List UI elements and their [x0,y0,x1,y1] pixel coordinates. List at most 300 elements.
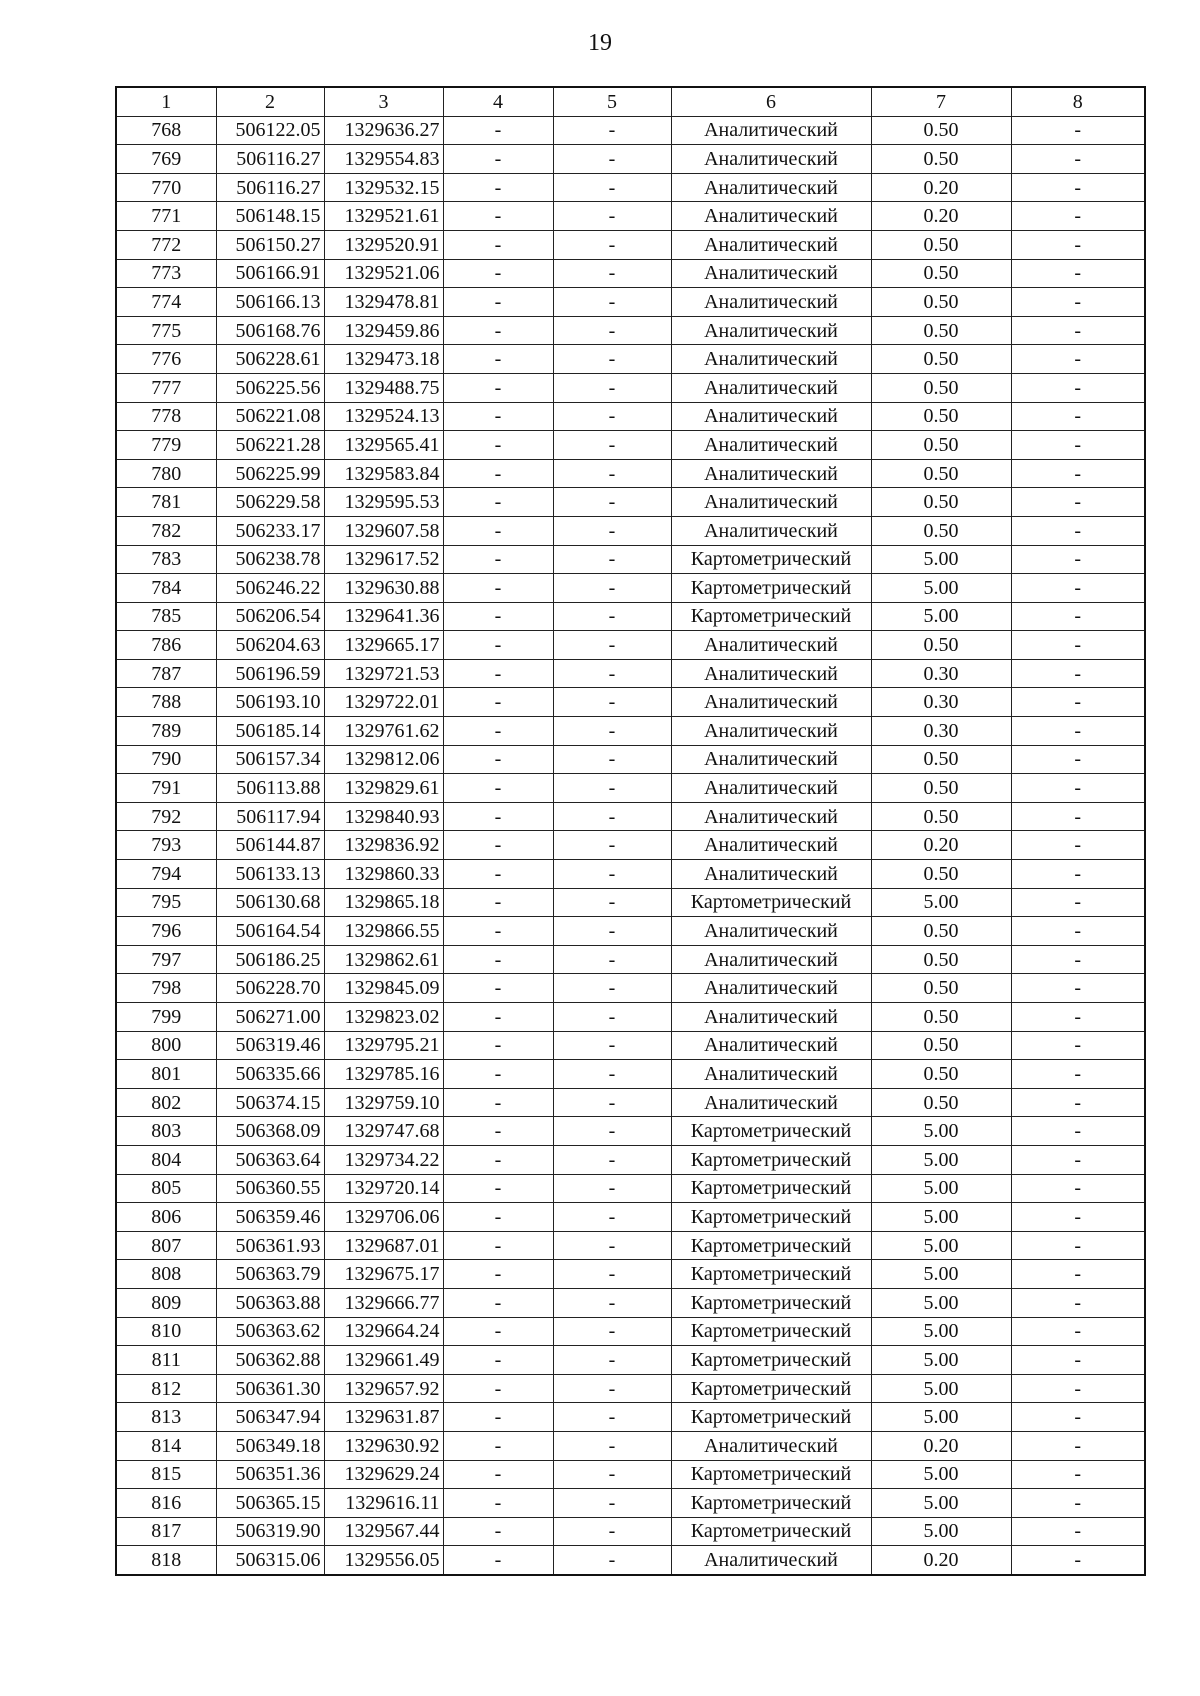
col4-cell: - [443,917,553,946]
y-coordinate-cell: 1329532.15 [324,173,443,202]
method-cell: Аналитический [671,1088,871,1117]
x-coordinate-cell: 506204.63 [216,631,324,660]
col5-cell: - [553,1460,671,1489]
x-coordinate-cell: 506228.70 [216,974,324,1003]
col4-cell: - [443,631,553,660]
table-row [116,1431,1145,1460]
method-cell: Аналитический [671,488,871,517]
col5-cell: - [553,659,671,688]
col8-cell: - [1011,173,1145,202]
method-cell: Картометрический [671,545,871,574]
col8-cell: - [1011,659,1145,688]
y-coordinate-cell: 1329524.13 [324,402,443,431]
x-coordinate-cell: 506246.22 [216,574,324,603]
accuracy-cell: 5.00 [871,602,1011,631]
y-coordinate-cell: 1329520.91 [324,230,443,259]
col4-cell: - [443,1117,553,1146]
x-coordinate-cell: 506225.56 [216,373,324,402]
col8-cell: - [1011,602,1145,631]
accuracy-cell: 0.50 [871,230,1011,259]
table-row [116,1288,1145,1317]
x-coordinate-cell: 506374.15 [216,1088,324,1117]
accuracy-cell: 0.50 [871,288,1011,317]
method-cell: Картометрический [671,1346,871,1375]
col8-cell: - [1011,373,1145,402]
col4-cell: - [443,1003,553,1032]
point-number-cell: 773 [116,259,216,288]
table-row [116,431,1145,460]
accuracy-cell: 5.00 [871,574,1011,603]
col4-cell: - [443,431,553,460]
point-number-cell: 813 [116,1403,216,1432]
y-coordinate-cell: 1329488.75 [324,373,443,402]
col8-cell: - [1011,316,1145,345]
method-cell: Аналитический [671,373,871,402]
method-cell: Аналитический [671,831,871,860]
y-coordinate-cell: 1329829.61 [324,774,443,803]
point-number-cell: 811 [116,1346,216,1375]
table-row [116,259,1145,288]
col4-cell: - [443,1031,553,1060]
point-number-cell: 771 [116,202,216,231]
accuracy-cell: 0.20 [871,1546,1011,1575]
table-row [116,1460,1145,1489]
col5-cell: - [553,345,671,374]
col8-cell: - [1011,1060,1145,1089]
col4-cell: - [443,1231,553,1260]
point-number-cell: 818 [116,1546,216,1575]
x-coordinate-cell: 506164.54 [216,917,324,946]
point-number-cell: 779 [116,431,216,460]
column-header: 2 [216,87,324,116]
col8-cell: - [1011,1374,1145,1403]
x-coordinate-cell: 506319.46 [216,1031,324,1060]
header-row [116,87,1145,116]
accuracy-cell: 0.50 [871,116,1011,145]
col8-cell: - [1011,288,1145,317]
point-number-cell: 769 [116,145,216,174]
col4-cell: - [443,1517,553,1546]
col4-cell: - [443,1060,553,1089]
method-cell: Картометрический [671,1317,871,1346]
x-coordinate-cell: 506157.34 [216,745,324,774]
table-row [116,860,1145,889]
method-cell: Аналитический [671,173,871,202]
method-cell: Картометрический [671,1260,871,1289]
col4-cell: - [443,345,553,374]
col4-cell: - [443,1546,553,1575]
accuracy-cell: 0.20 [871,173,1011,202]
table-row [116,1117,1145,1146]
col5-cell: - [553,1317,671,1346]
table-row [116,345,1145,374]
table-row [116,1489,1145,1518]
y-coordinate-cell: 1329812.06 [324,745,443,774]
y-coordinate-cell: 1329840.93 [324,802,443,831]
method-cell: Картометрический [671,1403,871,1432]
y-coordinate-cell: 1329657.92 [324,1374,443,1403]
table-body [116,116,1145,1575]
col5-cell: - [553,802,671,831]
col4-cell: - [443,1088,553,1117]
x-coordinate-cell: 506233.17 [216,516,324,545]
col4-cell: - [443,888,553,917]
x-coordinate-cell: 506117.94 [216,802,324,831]
col4-cell: - [443,1374,553,1403]
x-coordinate-cell: 506368.09 [216,1117,324,1146]
y-coordinate-cell: 1329722.01 [324,688,443,717]
col8-cell: - [1011,431,1145,460]
point-number-cell: 800 [116,1031,216,1060]
method-cell: Аналитический [671,288,871,317]
table-row [116,316,1145,345]
col5-cell: - [553,1231,671,1260]
x-coordinate-cell: 506349.18 [216,1431,324,1460]
y-coordinate-cell: 1329459.86 [324,316,443,345]
method-cell: Аналитический [671,917,871,946]
accuracy-cell: 0.30 [871,688,1011,717]
col8-cell: - [1011,1117,1145,1146]
y-coordinate-cell: 1329845.09 [324,974,443,1003]
col4-cell: - [443,831,553,860]
accuracy-cell: 0.50 [871,431,1011,460]
col5-cell: - [553,945,671,974]
col4-cell: - [443,1145,553,1174]
point-number-cell: 804 [116,1145,216,1174]
x-coordinate-cell: 506363.79 [216,1260,324,1289]
method-cell: Аналитический [671,945,871,974]
col8-cell: - [1011,1431,1145,1460]
table-row [116,831,1145,860]
y-coordinate-cell: 1329761.62 [324,717,443,746]
accuracy-cell: 0.50 [871,1060,1011,1089]
col4-cell: - [443,1346,553,1375]
col5-cell: - [553,1117,671,1146]
accuracy-cell: 5.00 [871,1317,1011,1346]
method-cell: Картометрический [671,1374,871,1403]
col5-cell: - [553,860,671,889]
y-coordinate-cell: 1329865.18 [324,888,443,917]
col4-cell: - [443,545,553,574]
method-cell: Аналитический [671,259,871,288]
col4-cell: - [443,116,553,145]
x-coordinate-cell: 506185.14 [216,717,324,746]
table-row [116,288,1145,317]
method-cell: Аналитический [671,974,871,1003]
method-cell: Аналитический [671,116,871,145]
y-coordinate-cell: 1329567.44 [324,1517,443,1546]
col4-cell: - [443,1431,553,1460]
table-row [116,974,1145,1003]
accuracy-cell: 0.30 [871,717,1011,746]
table-row [116,116,1145,145]
y-coordinate-cell: 1329720.14 [324,1174,443,1203]
x-coordinate-cell: 506144.87 [216,831,324,860]
col5-cell: - [553,259,671,288]
col8-cell: - [1011,259,1145,288]
col8-cell: - [1011,1203,1145,1232]
column-header: 4 [443,87,553,116]
table-row [116,774,1145,803]
x-coordinate-cell: 506133.13 [216,860,324,889]
accuracy-cell: 0.50 [871,860,1011,889]
method-cell: Картометрический [671,1231,871,1260]
method-cell: Аналитический [671,402,871,431]
col5-cell: - [553,1003,671,1032]
method-cell: Аналитический [671,1546,871,1575]
method-cell: Аналитический [671,431,871,460]
col5-cell: - [553,1174,671,1203]
point-number-cell: 810 [116,1317,216,1346]
col5-cell: - [553,1260,671,1289]
accuracy-cell: 0.50 [871,945,1011,974]
column-header: 5 [553,87,671,116]
y-coordinate-cell: 1329747.68 [324,1117,443,1146]
col8-cell: - [1011,1174,1145,1203]
col4-cell: - [443,974,553,1003]
x-coordinate-cell: 506193.10 [216,688,324,717]
point-number-cell: 802 [116,1088,216,1117]
table-row [116,1346,1145,1375]
accuracy-cell: 0.50 [871,631,1011,660]
col5-cell: - [553,545,671,574]
point-number-cell: 791 [116,774,216,803]
point-number-cell: 787 [116,659,216,688]
col5-cell: - [553,888,671,917]
method-cell: Картометрический [671,602,871,631]
y-coordinate-cell: 1329823.02 [324,1003,443,1032]
x-coordinate-cell: 506116.27 [216,145,324,174]
col4-cell: - [443,202,553,231]
accuracy-cell: 0.50 [871,345,1011,374]
table-row [116,1260,1145,1289]
col5-cell: - [553,574,671,603]
accuracy-cell: 5.00 [871,888,1011,917]
y-coordinate-cell: 1329785.16 [324,1060,443,1089]
table-row [116,717,1145,746]
method-cell: Аналитический [671,516,871,545]
y-coordinate-cell: 1329641.36 [324,602,443,631]
point-number-cell: 792 [116,802,216,831]
y-coordinate-cell: 1329554.83 [324,145,443,174]
col4-cell: - [443,574,553,603]
accuracy-cell: 0.50 [871,1088,1011,1117]
y-coordinate-cell: 1329556.05 [324,1546,443,1575]
accuracy-cell: 0.50 [871,917,1011,946]
accuracy-cell: 5.00 [871,1174,1011,1203]
col8-cell: - [1011,202,1145,231]
col5-cell: - [553,202,671,231]
table-row [116,145,1145,174]
method-cell: Аналитический [671,802,871,831]
col8-cell: - [1011,1003,1145,1032]
table-row [116,516,1145,545]
x-coordinate-cell: 506150.27 [216,230,324,259]
method-cell: Аналитический [671,1431,871,1460]
col5-cell: - [553,774,671,803]
table-row [116,173,1145,202]
point-number-cell: 782 [116,516,216,545]
y-coordinate-cell: 1329687.01 [324,1231,443,1260]
table-row [116,488,1145,517]
method-cell: Аналитический [671,860,871,889]
x-coordinate-cell: 506228.61 [216,345,324,374]
table-row [116,1203,1145,1232]
table-row [116,574,1145,603]
point-number-cell: 768 [116,116,216,145]
col8-cell: - [1011,1145,1145,1174]
col8-cell: - [1011,1231,1145,1260]
col4-cell: - [443,1403,553,1432]
col8-cell: - [1011,888,1145,917]
y-coordinate-cell: 1329666.77 [324,1288,443,1317]
point-number-cell: 814 [116,1431,216,1460]
col4-cell: - [443,1260,553,1289]
point-number-cell: 789 [116,717,216,746]
accuracy-cell: 0.20 [871,831,1011,860]
x-coordinate-cell: 506360.55 [216,1174,324,1203]
table-row [116,888,1145,917]
col5-cell: - [553,831,671,860]
accuracy-cell: 5.00 [871,1231,1011,1260]
col5-cell: - [553,145,671,174]
col5-cell: - [553,717,671,746]
method-cell: Аналитический [671,202,871,231]
x-coordinate-cell: 506361.30 [216,1374,324,1403]
x-coordinate-cell: 506319.90 [216,1517,324,1546]
col4-cell: - [443,860,553,889]
table-row [116,1088,1145,1117]
x-coordinate-cell: 506271.00 [216,1003,324,1032]
column-header: 8 [1011,87,1145,116]
col4-cell: - [443,774,553,803]
method-cell: Картометрический [671,888,871,917]
point-number-cell: 783 [116,545,216,574]
col4-cell: - [443,945,553,974]
col5-cell: - [553,1489,671,1518]
col8-cell: - [1011,145,1145,174]
table-row [116,1517,1145,1546]
point-number-cell: 784 [116,574,216,603]
x-coordinate-cell: 506206.54 [216,602,324,631]
table-row [116,659,1145,688]
table-row [116,945,1145,974]
method-cell: Аналитический [671,345,871,374]
accuracy-cell: 0.50 [871,516,1011,545]
y-coordinate-cell: 1329759.10 [324,1088,443,1117]
method-cell: Картометрический [671,1145,871,1174]
point-number-cell: 777 [116,373,216,402]
col5-cell: - [553,1031,671,1060]
col8-cell: - [1011,230,1145,259]
point-number-cell: 786 [116,631,216,660]
accuracy-cell: 0.20 [871,1431,1011,1460]
col8-cell: - [1011,345,1145,374]
column-header: 1 [116,87,216,116]
x-coordinate-cell: 506148.15 [216,202,324,231]
col4-cell: - [443,516,553,545]
accuracy-cell: 0.50 [871,316,1011,345]
x-coordinate-cell: 506362.88 [216,1346,324,1375]
point-number-cell: 793 [116,831,216,860]
col4-cell: - [443,602,553,631]
col5-cell: - [553,402,671,431]
table-row [116,1003,1145,1032]
point-number-cell: 785 [116,602,216,631]
y-coordinate-cell: 1329473.18 [324,345,443,374]
point-number-cell: 772 [116,230,216,259]
point-number-cell: 790 [116,745,216,774]
table-row [116,1231,1145,1260]
point-number-cell: 776 [116,345,216,374]
table-row [116,1031,1145,1060]
accuracy-cell: 0.50 [871,802,1011,831]
x-coordinate-cell: 506166.13 [216,288,324,317]
y-coordinate-cell: 1329631.87 [324,1403,443,1432]
col8-cell: - [1011,688,1145,717]
y-coordinate-cell: 1329630.88 [324,574,443,603]
y-coordinate-cell: 1329607.58 [324,516,443,545]
col8-cell: - [1011,1260,1145,1289]
accuracy-cell: 0.50 [871,373,1011,402]
table-row [116,917,1145,946]
point-number-cell: 797 [116,945,216,974]
point-number-cell: 803 [116,1117,216,1146]
table-row [116,202,1145,231]
col8-cell: - [1011,1288,1145,1317]
accuracy-cell: 0.50 [871,145,1011,174]
col8-cell: - [1011,945,1145,974]
x-coordinate-cell: 506116.27 [216,173,324,202]
col8-cell: - [1011,1088,1145,1117]
col5-cell: - [553,1088,671,1117]
table-row [116,631,1145,660]
col4-cell: - [443,745,553,774]
col5-cell: - [553,631,671,660]
column-header: 6 [671,87,871,116]
method-cell: Картометрический [671,1517,871,1546]
table-row [116,802,1145,831]
accuracy-cell: 0.50 [871,774,1011,803]
accuracy-cell: 5.00 [871,1517,1011,1546]
point-number-cell: 775 [116,316,216,345]
col8-cell: - [1011,1403,1145,1432]
col5-cell: - [553,230,671,259]
point-number-cell: 806 [116,1203,216,1232]
col5-cell: - [553,1374,671,1403]
y-coordinate-cell: 1329665.17 [324,631,443,660]
point-number-cell: 809 [116,1288,216,1317]
col5-cell: - [553,288,671,317]
col8-cell: - [1011,459,1145,488]
col5-cell: - [553,431,671,460]
col4-cell: - [443,459,553,488]
method-cell: Аналитический [671,1031,871,1060]
col4-cell: - [443,1288,553,1317]
col8-cell: - [1011,831,1145,860]
point-number-cell: 781 [116,488,216,517]
accuracy-cell: 0.50 [871,1031,1011,1060]
y-coordinate-cell: 1329630.92 [324,1431,443,1460]
col4-cell: - [443,145,553,174]
accuracy-cell: 5.00 [871,1145,1011,1174]
col5-cell: - [553,1145,671,1174]
col8-cell: - [1011,516,1145,545]
method-cell: Картометрический [671,1288,871,1317]
accuracy-cell: 5.00 [871,1460,1011,1489]
method-cell: Аналитический [671,774,871,803]
method-cell: Аналитический [671,631,871,660]
